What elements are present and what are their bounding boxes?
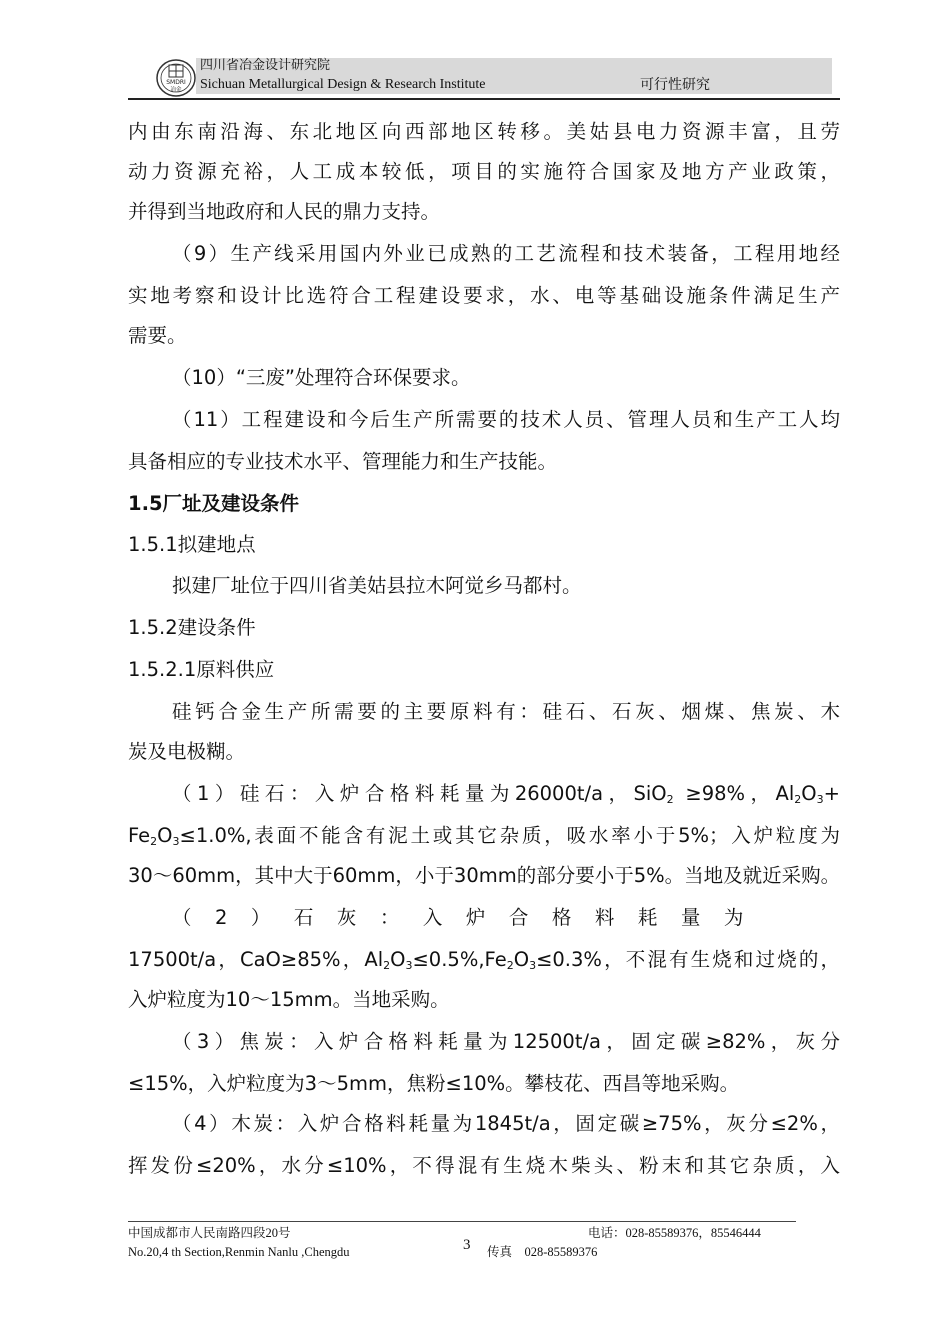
text-run: Fe [128, 824, 151, 847]
text-run: O [390, 948, 406, 971]
raw-materials-line: 炭及电极糊。 [128, 740, 246, 763]
item-2-lime-line [128, 946, 840, 980]
institute-logo [155, 58, 197, 98]
institute-name-en: Sichuan Metallurgical Design & Research Institute [200, 77, 486, 92]
subsection-heading-1-5-1: 1.5.1拟建地点 [128, 533, 256, 556]
item-11-line: （11）工程建设和今后生产所需要的技术人员、管理人员和生产工人均 [172, 408, 840, 431]
institute-name-cn: 四川省冶金设计研究院 [200, 58, 331, 73]
subscript: 2 [794, 793, 802, 806]
subscript: 2 [666, 793, 674, 806]
text-run: ≥98%，Al [685, 782, 795, 805]
paragraph-line: 并得到当地政府和人民的鼎力支持。 [128, 200, 441, 223]
subscript: 3 [172, 835, 180, 848]
subscript: 2 [383, 959, 391, 972]
page-number: 3 [463, 1237, 471, 1253]
text-run: O [157, 824, 173, 847]
subsection-heading-1-5-2: 1.5.2建设条件 [128, 616, 256, 639]
site-paragraph: 拟建厂址位于四川省美姑县拉木阿觉乡马都村。 [172, 574, 582, 597]
header-rule [128, 98, 840, 100]
text-run: + [823, 782, 840, 805]
subscript: 3 [529, 959, 537, 972]
footer-address-en: No.20,4 th Section,Renmin Nanlu ,Chengdu [128, 1245, 350, 1259]
subsection-heading-1-5-2-1: 1.5.2.1原料供应 [128, 658, 275, 681]
item-1-silica-line [128, 822, 840, 856]
text-run: O [513, 948, 530, 971]
item-9-line: （9）生产线采用国内外业已成熟的工艺流程和技术装备，工程用地经 [172, 242, 840, 265]
paragraph-line: 内由东南沿海、东北地区向西部地区转移。美姑县电力资源丰富，且劳 [128, 120, 840, 143]
document-type: 可行性研究 [640, 77, 710, 93]
item-9-line: 实地考察和设计比选符合工程建设要求，水、电等基础设施条件满足生产 [128, 284, 840, 307]
logo-sub-text: 冶金 [170, 87, 182, 93]
section-heading-1-5: 1.5厂址及建设条件 [128, 492, 300, 515]
subscript: 2 [150, 835, 158, 848]
subscript: 3 [816, 793, 824, 806]
paragraph-line: 动力资源充裕，人工成本较低，项目的实施符合国家及地方产业政策， [128, 160, 840, 183]
text-run: （1）硅石：入炉合格料耗量为26000t/a，SiO [172, 782, 667, 805]
item-11-line: 具备相应的专业技术水平、管理能力和生产技能。 [128, 450, 558, 473]
text-run: ≤0.3%，不混有生烧和过烧的， [536, 948, 840, 971]
item-4-charcoal-line: 挥发份≤20%，水分≤10%，不得混有生烧木柴头、粉末和其它杂质，入 [128, 1154, 840, 1177]
logo-text: SMDRI [166, 79, 186, 86]
item-3-coke-line: ≤15%，入炉粒度为3～5mm，焦粉≤10%。攀枝花、西昌等地采购。 [128, 1072, 740, 1095]
text-run: O [801, 782, 817, 805]
item-1-silica-line [172, 780, 840, 814]
item-10: （10）“三废”处理符合环保要求。 [172, 366, 471, 389]
item-1-silica-line: 30～60mm，其中大于60mm，小于30mm的部分要小于5%。当地及就近采购。 [128, 864, 841, 887]
subscript: 2 [506, 959, 514, 972]
item-3-coke-line: （3）焦炭：入炉合格料耗量为12500t/a，固定碳≥82%，灰分 [172, 1030, 840, 1053]
footer-phone: 电话：028-85589376，85546444 [588, 1226, 761, 1240]
text-run: 17500t/a，CaO≥85%，Al [128, 948, 384, 971]
subscript: 3 [405, 959, 413, 972]
item-2-lime-line: （2）石灰：入炉合格料耗量为 [172, 906, 767, 929]
text-run: ≤1.0%,表面不能含有泥土或其它杂质，吸水率小于5%；入炉粒度为 [179, 824, 840, 847]
raw-materials-line: 硅钙合金生产所需要的主要原料有：硅石、石灰、烟煤、焦炭、木 [172, 700, 840, 723]
item-9-line: 需要。 [128, 324, 187, 347]
footer-address-cn: 中国成都市人民南路四段20号 [128, 1226, 291, 1240]
item-4-charcoal-line: （4）木炭：入炉合格料耗量为1845t/a，固定碳≥75%，灰分≤2%， [172, 1112, 840, 1135]
item-2-lime-line: 入炉粒度为10～15mm。当地采购。 [128, 988, 450, 1011]
footer-rule [128, 1221, 796, 1222]
footer-fax: 传真 028-85589376 [487, 1245, 598, 1259]
text-run: ≤0.5%,Fe [412, 948, 507, 971]
